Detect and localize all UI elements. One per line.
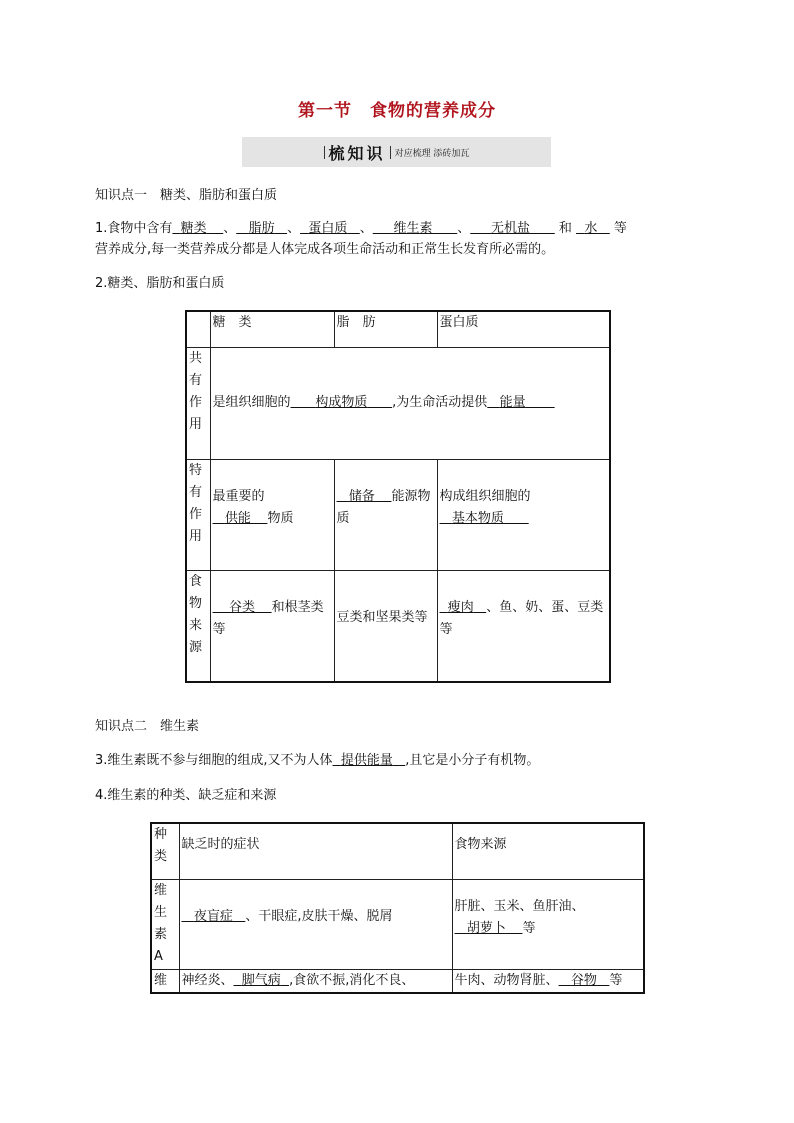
q1-line1 <box>95 219 627 239</box>
blank-answer: 无机盐 <box>490 221 530 236</box>
section1-heading: 知识点一 糖类、脂肪和蛋白质 <box>95 188 278 203</box>
header-cell: 缺乏时的症状 <box>179 823 452 879</box>
row-label: 共有作用 <box>186 347 210 459</box>
blank-answer: 谷类 <box>229 599 256 615</box>
table-cell: 最重要的 供能 物质 <box>210 459 334 570</box>
blank-answer: 夜盲症 <box>193 908 233 924</box>
table-cell: 储备 能源物质 <box>334 459 437 570</box>
banner-sub: 对应梳理 添砖加瓦 <box>394 148 470 159</box>
table-cell <box>186 311 210 347</box>
page-title: 第一节 食物的营养成分 <box>298 101 496 121</box>
blank-answer: 脚气病 <box>241 972 281 988</box>
table-cell: 瘦肉 、鱼、奶、蛋、豆类等 <box>437 570 610 682</box>
q1-text: 、 <box>287 221 301 236</box>
header-cell: 糖 类 <box>210 311 334 347</box>
table-cell: 豆类和坚果类等 <box>334 570 437 682</box>
table-cell: 牛肉、动物肾脏、 谷物 等 <box>452 969 644 993</box>
row-label: 维 <box>151 969 179 993</box>
blank-answer: 胡萝卜 <box>466 920 506 936</box>
blank-answer: 糖类 <box>180 221 207 236</box>
table-cell: 肝脏、玉米、鱼肝油、 胡萝卜 等 <box>452 879 644 969</box>
q1-text: 等 <box>613 221 627 236</box>
blank-answer: 维生素 <box>393 221 433 236</box>
header-cell: 食物来源 <box>452 823 644 879</box>
blank-answer: 蛋白质 <box>308 221 348 236</box>
section2-heading: 知识点二 维生素 <box>95 719 200 734</box>
banner-divider <box>324 146 325 159</box>
nutrient-table <box>185 310 611 683</box>
q1-text: 1.食物中含有 <box>95 221 173 236</box>
table-cell: 构成组织细胞的 基本物质 <box>437 459 610 570</box>
table-cell: 是组织细胞的 构成物质 ,为生命活动提供 能量 <box>210 347 610 459</box>
blank-answer: 构成物质 <box>315 395 368 410</box>
q3-line: 3.维生素既不参与细胞的组成,又不为人体 提供能量 ,且它是小分子有机物。 <box>95 753 540 768</box>
section-banner <box>242 137 551 167</box>
blank-answer: 储备 <box>348 488 375 504</box>
blank-answer: 瘦肉 <box>447 599 474 615</box>
q4-heading: 4.维生素的种类、缺乏症和来源 <box>95 788 277 803</box>
table-cell: 谷类 和根茎类等 <box>210 570 334 682</box>
table-cell: 夜盲症 、干眼症,皮肤干燥、脱屑 <box>179 879 452 969</box>
q1-text: 和 <box>558 221 572 236</box>
q1-text: 、 <box>223 221 237 236</box>
q1-text: 、 <box>359 221 373 236</box>
blank-answer: 提供能量 <box>340 753 393 768</box>
blank-answer: 能量 <box>499 395 526 410</box>
blank-answer: 基本物质 <box>451 510 504 526</box>
header-cell: 蛋白质 <box>437 311 610 347</box>
table-cell: 神经炎、 脚气病 ,食欲不振,消化不良、 <box>179 969 452 993</box>
banner-divider <box>390 146 391 159</box>
header-cell: 脂 肪 <box>334 311 437 347</box>
header-cell: 种类 <box>151 823 179 879</box>
blank-answer: 供能 <box>224 510 251 526</box>
q1-text: 、 <box>457 221 471 236</box>
blank-answer: 水 <box>584 221 598 236</box>
row-label: 食物来源 <box>186 570 210 682</box>
row-label: 维生素A <box>151 879 179 969</box>
blank-answer: 脂肪 <box>248 221 275 236</box>
blank-answer: 谷物 <box>570 972 597 988</box>
row-label: 特有作用 <box>186 459 210 570</box>
vitamin-table <box>150 822 645 994</box>
q1-line2: 营养成分,每一类营养成分都是人体完成各项生命活动和正常生长发育所必需的。 <box>95 242 555 257</box>
q2-heading: 2.糖类、脂肪和蛋白质 <box>95 276 225 291</box>
banner-main: 梳知识 <box>328 143 386 163</box>
